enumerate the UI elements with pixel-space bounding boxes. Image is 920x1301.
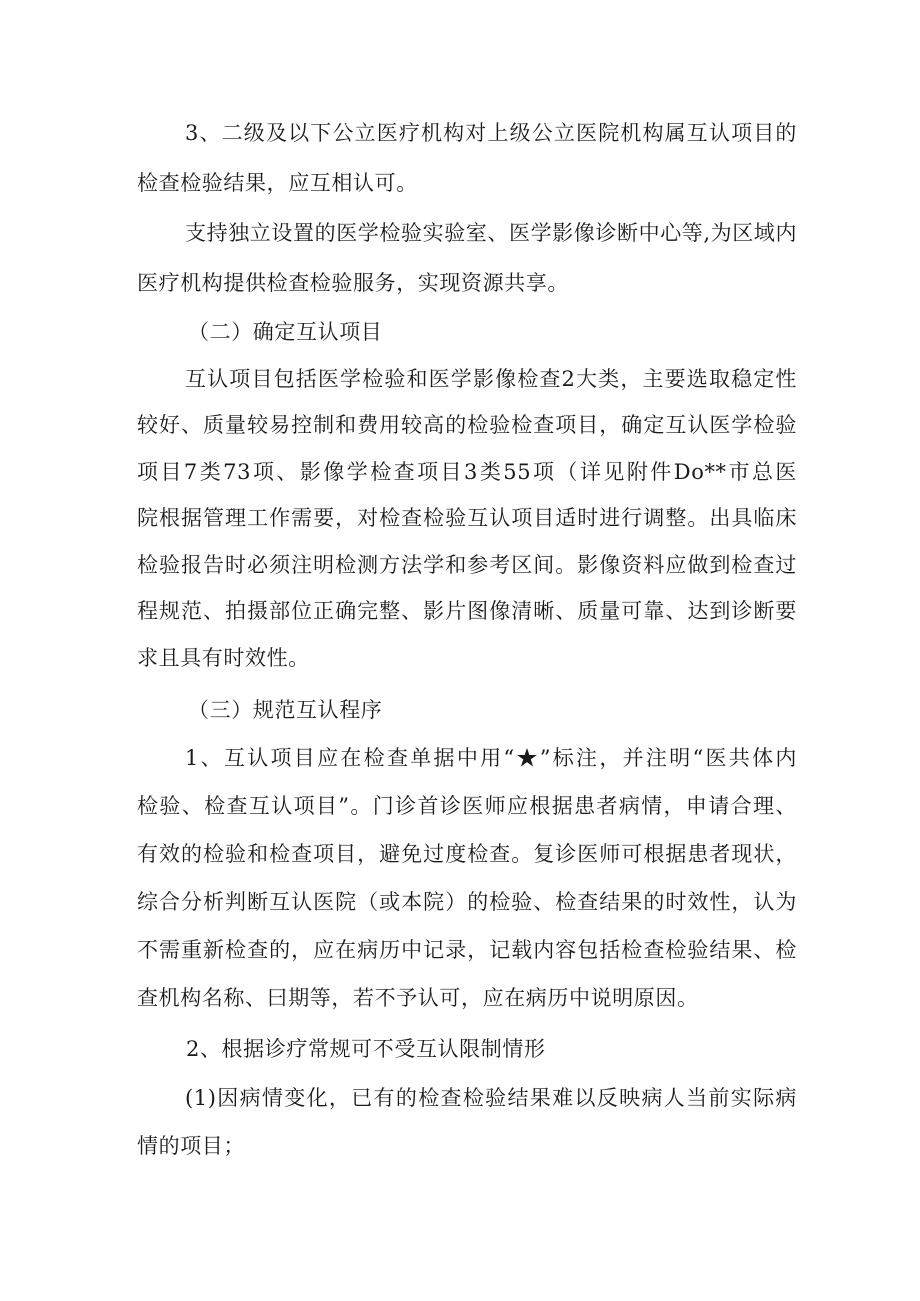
paragraph-line: (1)因病情变化，已有的检查检验结果难以反映病人当前实际病 (185, 1086, 797, 1110)
subheading-line: 2、根据诊疗常规可不受互认限制情形 (186, 1037, 546, 1061)
paragraph-line: 1、互认项目应在检查单据中用“★”标注，并注明“医共体内 (185, 746, 797, 770)
paragraph-line: 检验、检查互认项目”。门诊首诊医师应根据患者病情，申请合理、 (137, 794, 797, 818)
paragraph-line: 求且具有时效性。 (137, 646, 310, 670)
paragraph-line: 综合分析判断互认医院（或本院）的检验、检查结果的时效性，认为 (137, 890, 797, 914)
paragraph-line: 有效的检验和检查项目，避免过度检查。复诊医师可根据患者现状， (137, 842, 797, 866)
section-heading: （三）规范互认程序 (188, 698, 383, 722)
paragraph-line: 较好、质量较易控制和费用较高的检验检查项目，确定互认医学检验 (137, 413, 797, 437)
paragraph-line: 程规范、拍摄部位正确完整、影片图像清晰、质量可靠、达到诊断要 (137, 599, 797, 623)
paragraph-line: 检查检验结果，应互相认可。 (137, 171, 418, 195)
paragraph-line: 查机构名称、曰期等，若不予认可，应在病历中说明原因。 (137, 986, 699, 1010)
paragraph-line: 项目7类73项、影像学检查项目3类55项（详见附件Do**市总医 (137, 460, 797, 484)
paragraph-line: 院根据管理工作需要，对检查检验互认项目适时进行调整。出具临床 (137, 506, 797, 530)
paragraph-line: 医疗机构提供检查检验服务，实现资源共享。 (137, 271, 569, 295)
paragraph-line: 检验报告时必须注明检测方法学和参考区间。影像资料应做到检查过 (137, 553, 797, 577)
section-heading: （二）确定互认项目 (188, 320, 383, 344)
paragraph-line: 支持独立设置的医学检验实验室、医学影像诊断中心等,为区域内 (185, 221, 798, 245)
paragraph-line: 3、二级及以下公立医疗机构对上级公立医院机构属互认项目的 (185, 121, 797, 145)
paragraph-line: 不需重新检查的，应在病历中记录，记载内容包括检查检验结果、检 (137, 938, 797, 962)
paragraph-line: 互认项目包括医学检验和医学影像检查2大类，主要选取稳定性 (185, 367, 797, 391)
paragraph-line: 情的项目； (137, 1134, 245, 1158)
